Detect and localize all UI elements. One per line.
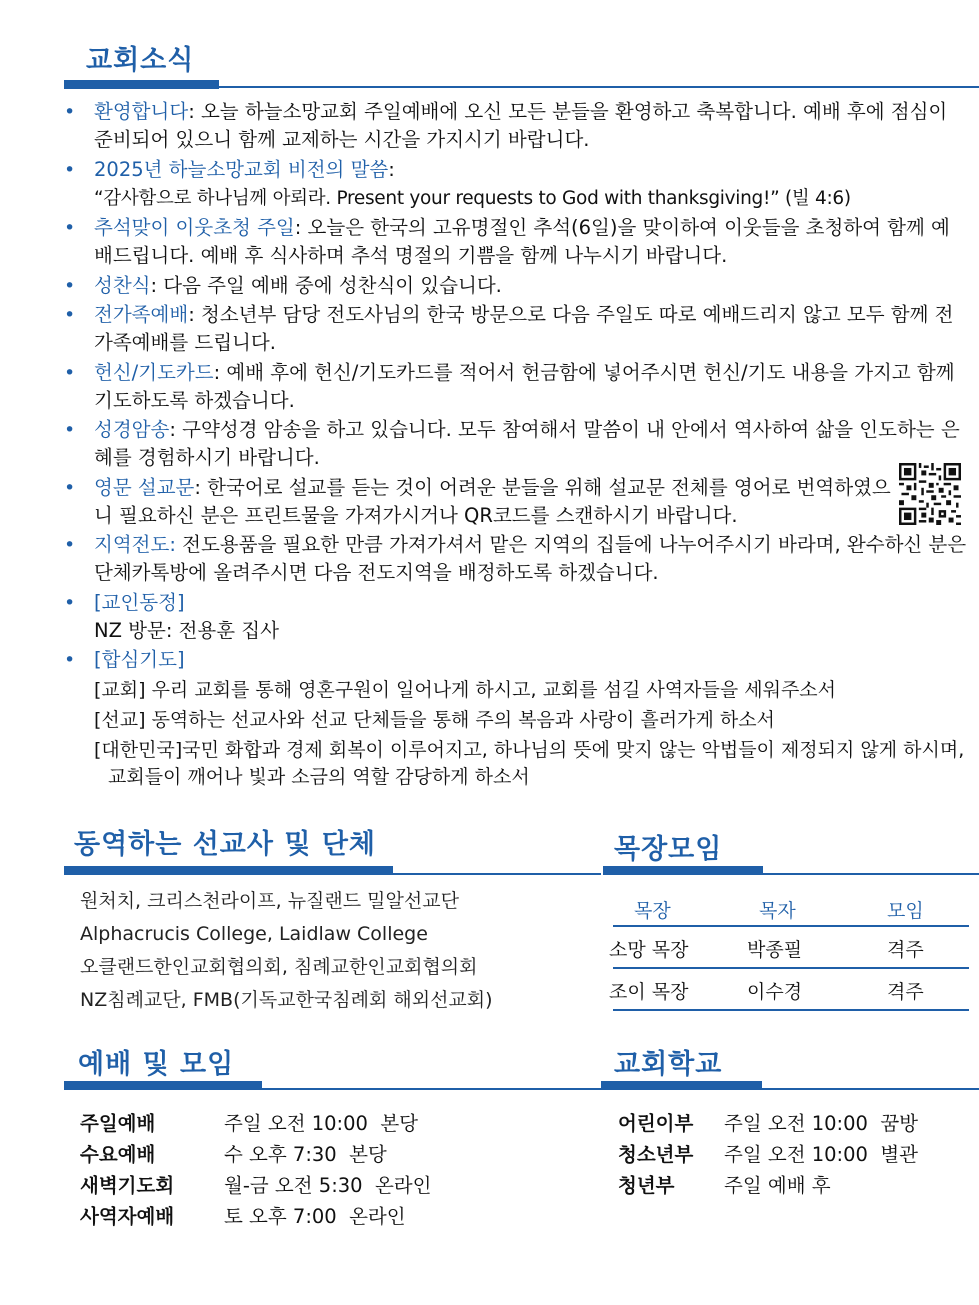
news-item-key: 환영합니다: [94, 100, 189, 123]
group-meeting: 격주: [887, 981, 924, 1003]
news-item-key: 지역전도:: [94, 533, 176, 556]
prayer-line: [대한민국]국민 화합과 경제 회복이 이루어지고, 하나님의 뜻에 맞지 않는 악법들이 제정되지 않게 하시며, 교회들이 깨어나 빛과 소금의 역할 감당하게 하소서: [94, 739, 965, 788]
groups-title: 목장모임: [614, 834, 723, 865]
schedule-row: [80, 1170, 580, 1201]
schedule-label: 사역자예배: [80, 1205, 175, 1228]
schedule-value: 주일 오전 10:00 본당: [224, 1112, 419, 1135]
prayer-item: • [합심기도] [교회] 우리 교회를 통해 영혼구원이 일어나게 하시고, 교회를 섬길 사역자들을 세워주소서 [선교] 동역하는 선교사와 선교 단체들을 통해 주의 복음과 사랑이 흘러가게 하소서 [대한민국]국민 화합과 경제 회복이 이루어지고, 하나님의 뜻에 맞지 않는 악법들이 제정되지 않게 하시며, 교회들이 깨어나 빛과 소금의 역할 감당하게 하소서: [62, 646, 967, 791]
groups-title-underline: [603, 866, 763, 875]
news-item-key: 영문 설교문: [94, 475, 195, 499]
school-title-rule: [762, 1088, 979, 1090]
news-item-key: 성찬식: [94, 273, 151, 297]
groups-header-row: [603, 892, 969, 927]
missionary-line: Alphacrucis College, Laidlaw College: [80, 923, 428, 945]
news-item-text: : 예배 후에 헌신/기도카드를 적어서 헌금함에 넣어주시면 헌신/기도 내용을 가지고 함께 기도하도록 하겠습니다.: [94, 360, 955, 412]
news-list: [62, 98, 967, 793]
schedule-row: [618, 1170, 973, 1201]
news-item-text: : 오늘 하늘소망교회 주일예배에 오신 모든 분들을 환영하고 축복합니다. 예배 후에 점심이 준비되어 있으니 함께 교제하는 시간을 가지시기 바랍니다.: [94, 100, 948, 151]
news-item: • 성경암송: 구약성경 암송을 하고 있습니다. 모두 참여해서 말씀이 내 안에서 역사하여 삶을 인도하는 은혜를 경험하시기 바랍니다.: [64, 418, 960, 469]
schedule-label: 주일예배: [80, 1112, 156, 1135]
news-title: 교회소식: [86, 45, 195, 76]
schedule-row: [80, 1201, 580, 1232]
groups-header: 목장: [634, 900, 671, 922]
schedule-label: 새벽기도회: [80, 1174, 175, 1197]
news-item-text: : 구약성경 암송을 하고 있습니다. 모두 참여해서 말씀이 내 안에서 역사하여 삶을 인도하는 은혜를 경험하시기 바랍니다.: [94, 418, 960, 469]
school-title-underline: [601, 1081, 762, 1090]
members-item: • [교인동정] NZ 방문: 전용훈 집사: [64, 590, 279, 642]
missionaries-title: 동역하는 선교사 및 단체: [74, 829, 377, 860]
school-schedule: [618, 1108, 973, 1201]
prayer-line: [선교] 동역하는 선교사와 선교 단체들을 통해 주의 복음과 사랑이 흘러가게 하소서: [94, 709, 775, 731]
news-item-verse: “감사함으로 하나님께 아뢰라. Present your requests to God with thanksgiving!” (빌 4:6): [94, 187, 851, 209]
missionary-line: NZ침례교단, FMB(기독교한국침례회 해외선교회): [80, 989, 493, 1011]
worship-title-underline: [64, 1081, 262, 1090]
schedule-label: 수요예배: [80, 1143, 156, 1166]
members-title: [교인동정]: [94, 590, 185, 614]
schedule-value: 토 오후 7:00 온라인: [224, 1205, 406, 1228]
news-item-text: : 다음 주일 예배 중에 성찬식이 있습니다.: [150, 273, 502, 297]
table-row: [603, 969, 969, 1011]
news-item: • 성찬식: 다음 주일 예배 중에 성찬식이 있습니다.: [64, 273, 502, 297]
news-item-key: 성경암송: [94, 418, 170, 441]
schedule-row: [618, 1108, 973, 1139]
group-name: 소망 목장: [609, 939, 689, 961]
group-meeting: 격주: [887, 939, 924, 961]
missionaries-list: [80, 885, 493, 1017]
group-name: 조이 목장: [609, 981, 689, 1003]
news-item: • 전가족예배: 청소년부 담당 전도사님의 한국 방문으로 다음 주일도 따로 예배드리지 않고 모두 함께 전가족예배를 드립니다.: [64, 303, 954, 354]
news-item-text: : 청소년부 담당 전도사님의 한국 방문으로 다음 주일도 따로 예배드리지 않고 모두 함께 전가족예배를 드립니다.: [94, 303, 954, 354]
groups-table: [603, 892, 969, 1011]
news-item: • 환영합니다: 오늘 하늘소망교회 주일예배에 오신 모든 분들을 환영하고 축복합니다. 예배 후에 점심이 준비되어 있으니 함께 교제하는 시간을 가지시기 바랍니다.: [64, 100, 948, 151]
group-leader: 박종필: [747, 939, 803, 961]
news-item-text: :: [388, 157, 395, 181]
missionary-line: 오클랜드한인교회협의회, 침례교한인교회협의회: [80, 956, 478, 978]
qr-code-icon[interactable]: [898, 463, 962, 525]
news-item-key: 전가족예배: [94, 303, 189, 326]
news-item: • 헌신/기도카드: 예배 후에 헌신/기도카드를 적어서 헌금함에 넣어주시면 헌신/기도 내용을 가지고 함께 기도하도록 하겠습니다.: [64, 360, 955, 412]
schedule-label: 청소년부: [618, 1143, 694, 1166]
news-title-rule: [219, 86, 979, 88]
news-item-key: 헌신/기도카드: [94, 360, 214, 384]
group-leader: 이수경: [747, 981, 803, 1003]
news-item-text: 전도용품을 필요한 만큼 가져가셔서 맡은 지역의 집들에 나누어주시기 바라며, 완수하신 분은 단체카톡방에 올려주시면 다음 전도지역을 배정하도록 하겠습니다.: [94, 533, 967, 584]
news-item: • 지역전도: 전도용품을 필요한 만큼 가져가셔서 맡은 지역의 집들에 나누어주시기 바라며, 완수하신 분은 단체카톡방에 올려주시면 다음 전도지역을 배정하도록 하겠습니다.: [64, 533, 967, 584]
schedule-label: 어린이부: [618, 1112, 694, 1135]
prayer-title: [합심기도]: [94, 648, 185, 671]
schedule-value: 수 오후 7:30 본당: [224, 1143, 387, 1166]
news-item: • 추석맞이 이웃초청 주일: 오늘은 한국의 고유명절인 추석(6일)을 맞이하여 이웃들을 초청하여 함께 예배드립니다. 예배 후 식사하며 추석 명절의 기쁨을 함께 나누시기 바랍니다.: [64, 216, 950, 267]
worship-title-rule: [262, 1088, 601, 1090]
school-title: 교회학교: [614, 1049, 723, 1080]
schedule-value: 주일 예배 후: [724, 1174, 831, 1197]
news-item-text: : 한국어로 설교를 듣는 것이 어려운 분들을 위해 설교문 전체를 영어로 번역하였으니 필요하신 분은 프린트물을 가져가시거나 QR코드를 스캔하시기 바랍니다.: [94, 475, 891, 527]
groups-header: 모임: [887, 900, 924, 922]
news-item-text: : 오늘은 한국의 고유명절인 추석(6일)을 맞이하여 이웃들을 초청하여 함께 예배드립니다. 예배 후 식사하며 추석 명절의 기쁨을 함께 나누시기 바랍니다.: [94, 216, 950, 267]
worship-schedule: [80, 1108, 580, 1232]
schedule-value: 주일 오전 10:00 별관: [724, 1143, 919, 1166]
news-item-key: 2025년 하늘소망교회 비전의 말씀: [94, 157, 389, 181]
news-item-key: 추석맞이 이웃초청 주일: [94, 216, 295, 239]
groups-title-rule: [763, 873, 979, 875]
table-row: [603, 927, 969, 969]
missionaries-title-underline: [64, 866, 393, 875]
members-text: NZ 방문: 전용훈 집사: [94, 618, 279, 642]
prayer-line: [교회] 우리 교회를 통해 영혼구원이 일어나게 하시고, 교회를 섬길 사역자들을 세워주소서: [94, 679, 837, 701]
groups-divider: [613, 1009, 969, 1011]
schedule-value: 주일 오전 10:00 꿈방: [724, 1112, 919, 1135]
missionaries-title-rule: [393, 873, 601, 875]
schedule-row: [80, 1139, 580, 1170]
missionary-line: 원처치, 크리스천라이프, 뉴질랜드 밀알선교단: [80, 890, 459, 912]
news-item: • 2025년 하늘소망교회 비전의 말씀: “감사함으로 하나님께 아뢰라. Present your requests to God with thanksgiving!” (빌 4:6): [64, 157, 851, 209]
schedule-row: [80, 1108, 580, 1139]
schedule-row: [618, 1139, 973, 1170]
worship-title: 예배 및 모임: [78, 1049, 235, 1080]
news-title-underline: [64, 80, 219, 89]
schedule-value: 월-금 오전 5:30 온라인: [224, 1174, 432, 1197]
groups-header: 목자: [759, 900, 796, 922]
news-item: • 영문 설교문: 한국어로 설교를 듣는 것이 어려운 분들을 위해 설교문 전체를 영어로 번역하였으니 필요하신 분은 프린트물을 가져가시거나 QR코드를 스캔하시기 바랍니다.: [64, 475, 891, 527]
schedule-label: 청년부: [618, 1174, 675, 1197]
